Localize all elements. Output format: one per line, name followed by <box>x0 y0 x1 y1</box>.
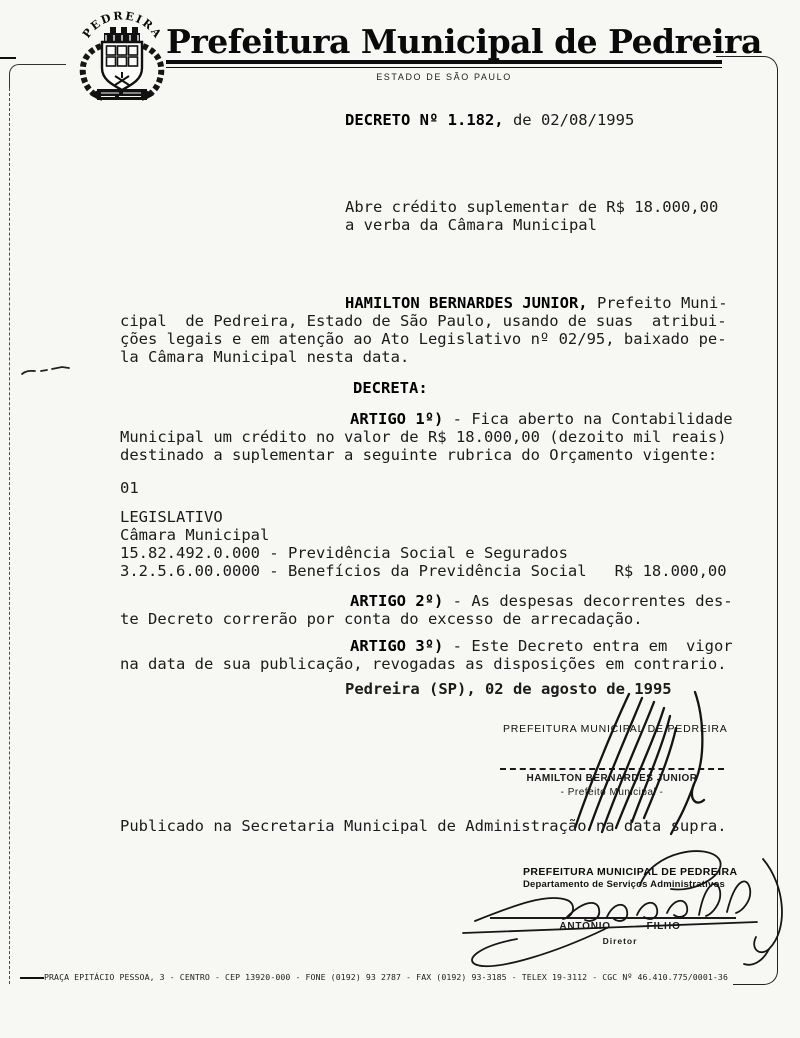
footer-rule-left <box>20 977 44 979</box>
left-edge-dash <box>0 57 16 59</box>
frame-top-left-corner <box>9 64 66 89</box>
article-2-label: ARTIGO 2º) <box>350 592 444 610</box>
article-line: ARTIGO 3º) - Este Decreto entra em vigor <box>350 637 733 655</box>
article-2 <box>120 592 760 628</box>
preamble-line: HAMILTON BERNARDES JUNIOR, Prefeito Muni- <box>345 294 728 312</box>
director-stamp-department: Departamento de Serviços Administrativos <box>523 879 725 890</box>
article-line: ARTIGO 1º) - Fica aberto na Contabilidade <box>350 410 733 428</box>
budget-line: 15.82.492.0.000 - Previdência Social e Segurados <box>120 544 568 562</box>
header-state-label: ESTADO DE SÃO PAULO <box>376 72 512 82</box>
decreta-label: DECRETA: <box>353 379 428 397</box>
decree-number-line <box>345 111 634 129</box>
header-rule-thick <box>166 60 722 64</box>
page-title: Prefeitura Municipal de Pedreira <box>166 22 762 61</box>
article-3-label: ARTIGO 3º) <box>350 637 444 655</box>
dateline: Pedreira (SP), 02 de agosto de 1995 <box>345 680 672 698</box>
header-rule-thin <box>166 67 722 68</box>
budget-org-code: 01 <box>120 479 139 497</box>
frame-left-border <box>9 88 10 984</box>
summary-line: a verba da Câmara Municipal <box>345 216 597 234</box>
director-signature-role: Diretor <box>602 936 638 946</box>
article-line: destinado a suplementar a seguinte rubrica do Orçamento vigente: <box>120 446 718 464</box>
article-line: na data de sua publicação, revogadas as disposições em contrario. <box>120 655 727 673</box>
mayor-name-text: HAMILTON BERNARDES JUNIOR, <box>345 294 588 312</box>
budget-line: 3.2.5.6.00.0000 - Benefícios da Previdência Social R$ 18.000,00 <box>120 562 727 580</box>
director-signature <box>455 843 785 978</box>
decree-summary <box>345 198 718 234</box>
summary-line: Abre crédito suplementar de R$ 18.000,00 <box>345 198 719 216</box>
preamble-line: cipal de Pedreira, Estado de São Paulo, usando de suas atribui- <box>120 312 727 330</box>
article-line: Municipal um crédito no valor de R$ 18.000,00 (dezoito mil reais) <box>120 428 727 446</box>
article-line: ARTIGO 2º) - As despesas decorrentes des- <box>350 592 733 610</box>
director-stamp-header: PREFEITURA MUNICIPAL DE PEDREIRA <box>523 866 738 878</box>
mayor-signature-name: HAMILTON BERNARDES JUNIOR <box>526 773 698 784</box>
publication-note: Publicado na Secretaria Municipal de Administração na data supra. <box>120 817 727 835</box>
article-1-label: ARTIGO 1º) <box>350 410 444 428</box>
decree-preamble <box>120 294 760 366</box>
preamble-line: la Câmara Municipal nesta data. <box>120 348 410 366</box>
mayor-stamp-header: PREFEITURA MUNICIPAL DE PEDREIRA <box>503 723 728 735</box>
crest-crown <box>104 27 140 42</box>
crest-city-name: PEDREIRA <box>79 9 165 42</box>
footer-address: PRAÇA EPITÁCIO PESSOA, 3 - CENTRO - CEP 13920-000 - FONE (0192) 93 2787 - FAX (0192) 93-3185 - TELEX 19-3112 - CGC Nº 46.410.775/0001-36 <box>44 972 728 982</box>
preamble-line: ções legais e em atenção ao Ato Legislativo nº 02/95, baixado pe- <box>120 330 727 348</box>
municipal-coat-of-arms <box>70 6 174 104</box>
article-line: te Decreto correrão por conta do excesso de arrecadação. <box>120 610 643 628</box>
article-1 <box>120 410 760 464</box>
budget-line: LEGISLATIVO <box>120 508 223 526</box>
budget-rubric <box>120 508 760 580</box>
director-signature-name: ANTONIO FILHO <box>559 921 681 932</box>
mayor-signature-role: - Prefeito Municipal - <box>560 787 664 798</box>
budget-line: Câmara Municipal <box>120 526 270 544</box>
crest-shield <box>102 42 142 90</box>
mayor-signature <box>545 688 730 836</box>
decree-date: de 02/08/1995 <box>503 111 635 129</box>
decree-number: DECRETO Nº 1.182, <box>345 111 504 129</box>
margin-pen-mark <box>18 358 82 380</box>
crest-ribbon <box>90 89 154 100</box>
article-3 <box>120 637 760 673</box>
